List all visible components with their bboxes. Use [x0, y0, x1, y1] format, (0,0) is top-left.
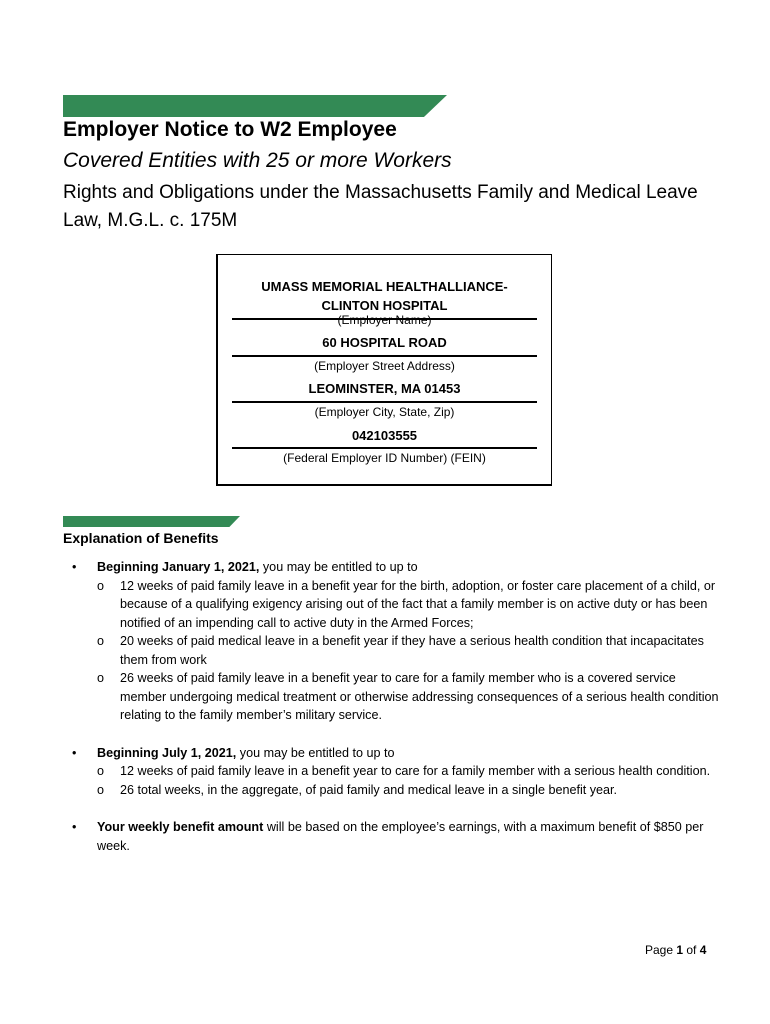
- employer-name-line1: UMASS MEMORIAL HEALTHALLIANCE-: [261, 279, 508, 294]
- employer-street: 60 HOSPITAL ROAD: [322, 335, 447, 350]
- benefits-heading: Explanation of Benefits: [63, 530, 219, 546]
- sub-bullet-icon: o: [97, 671, 105, 685]
- employer-info-box: [216, 254, 552, 486]
- list-item: [63, 818, 723, 855]
- sub-item-text: 26 weeks of paid family leave in a benefit year to care for a family member who is a covered service member undergoing medical treatment or otherwise addressing consequences of a serious health condition relating to the family member’s military service.: [120, 671, 719, 722]
- benefits-list: [63, 558, 723, 855]
- page-total: 4: [699, 943, 707, 957]
- item-lead: Your weekly benefit amount: [97, 820, 264, 834]
- item-text: will be based on the employee’s earnings, with a maximum benefit of $850 per week.: [97, 820, 704, 853]
- employer-fein: 042103555: [351, 428, 418, 443]
- sub-item-text: 20 weeks of paid medical leave in a benefit year if they have a serious health condition that incapacitates them from work: [120, 634, 704, 667]
- item-text: you may be entitled to up to: [259, 560, 418, 574]
- sub-list-item: [97, 577, 723, 633]
- page-current: 1: [676, 943, 684, 957]
- sub-item-text: 12 weeks of paid family leave in a benefit year for the birth, adoption, or foster care placement of a child, or because of a qualifying exigency arising out of the fact that a family member is on active duty or has been notified of an impending call to active duty in the Armed Forces;: [120, 578, 716, 630]
- employer-street-label: (Employer Street Address): [314, 359, 455, 373]
- employer-fein-label: (Federal Employer ID Number) (FEIN): [283, 451, 486, 465]
- sub-bullet-icon: o: [97, 578, 105, 593]
- employer-fein-rule: [232, 447, 537, 449]
- sub-list: [97, 577, 723, 725]
- sub-bullet-icon: o: [97, 782, 105, 797]
- page-subtitle: Covered Entities with 25 or more Workers: [63, 149, 452, 172]
- employer-name-label: (Employer Name): [337, 313, 432, 327]
- employer-city-rule: [232, 401, 537, 403]
- header-banner: [63, 95, 447, 117]
- page-word: Page: [645, 943, 677, 957]
- item-lead: Beginning July 1, 2021,: [97, 745, 237, 760]
- employer-city-label: (Employer City, State, Zip): [314, 405, 455, 419]
- section-banner: [63, 516, 240, 527]
- page-title: Employer Notice to W2 Employee: [63, 118, 397, 141]
- employer-name: [232, 277, 537, 315]
- employer-city: LEOMINSTER, MA 01453: [308, 381, 461, 396]
- sub-list-item: [97, 762, 723, 781]
- sub-list-item: [97, 781, 723, 800]
- item-text: you may be entitled to up to: [236, 745, 395, 760]
- employer-street-rule: [232, 355, 537, 357]
- item-lead: Beginning January 1, 2021,: [97, 560, 260, 574]
- page-number: [645, 943, 706, 957]
- rights-heading: Rights and Obligations under the Massachusetts Family and Medical Leave Law, M.G.L. c. 175M: [63, 182, 698, 231]
- page-of: of: [683, 943, 700, 957]
- sub-list: [97, 762, 723, 799]
- sub-bullet-icon: o: [97, 634, 105, 648]
- bullet-icon: •: [72, 820, 77, 834]
- list-item: [63, 744, 723, 800]
- bullet-icon: •: [72, 560, 77, 574]
- sub-list-item: [97, 669, 723, 725]
- sub-item-text: 12 weeks of paid family leave in a benefit year to care for a family member with a serious health condition.: [120, 764, 711, 778]
- sub-bullet-icon: o: [97, 764, 105, 778]
- employer-name-line2: CLINTON HOSPITAL: [321, 298, 448, 313]
- bullet-icon: •: [72, 745, 77, 760]
- sub-list-item: [97, 632, 723, 669]
- list-item: [63, 558, 723, 725]
- sub-item-text: 26 total weeks, in the aggregate, of paid family and medical leave in a single benefit year.: [120, 782, 618, 797]
